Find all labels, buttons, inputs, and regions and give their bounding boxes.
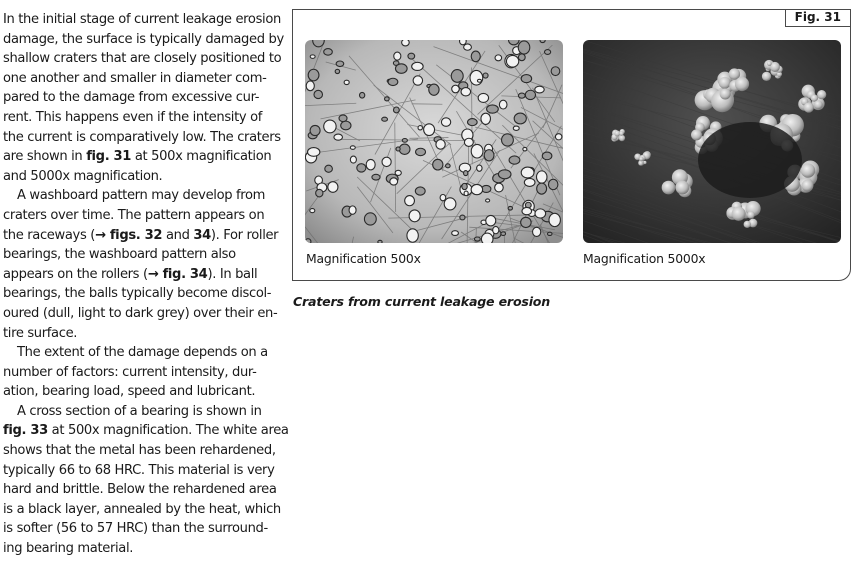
text-run: ing bearing material. [3,541,134,557]
text-run: craters over time. The pattern appears on [3,207,265,223]
text-line [3,500,281,520]
text-run: typically 66 to 68 HRC. This material is very [3,462,275,478]
text-line [3,461,273,481]
text-line [3,88,273,108]
text-run: the current is comparatively low. The craters [3,129,281,145]
text-line [3,69,273,89]
text-run: appears on the rollers ( [3,266,148,282]
text-run: tire surface. [3,325,78,341]
text-line [3,226,279,246]
body-text-column [3,10,289,559]
text-run: one another and smaller in diameter com- [3,70,267,86]
text-line [3,402,273,422]
text-run: is softer (56 to 57 HRC) than the surround- [3,521,268,537]
text-line [3,265,273,285]
text-run: rent. This happens even if the intensity of [3,109,262,125]
text-line [3,186,273,206]
text-run: are shown in [3,149,87,165]
text-line [3,519,273,539]
figure-reference: → figs. 32 [95,227,163,243]
figure-label: Fig. 31 [785,9,850,27]
caption-5000x: Magnification 5000x [583,251,706,266]
text-run: A cross section of a bearing is shown in [17,403,262,419]
text-run: ation, bearing load, speed and lubricant. [3,384,256,400]
figure-title: Craters from current leakage erosion [293,294,551,309]
text-run: shows that the metal has been rehardened, [3,443,276,459]
micrograph-5000x-image [583,40,841,243]
text-run: hard and brittle. Below the rehardened area [3,482,277,498]
text-run: is a black layer, annealed by the heat, which [3,501,281,517]
text-line [3,30,284,50]
text-line [3,363,273,383]
micrograph-500x-image [305,40,563,243]
text-line [3,343,273,363]
text-run: bearings, the balls typically become discol- [3,286,272,302]
figure-reference: fig. 31 [86,149,132,165]
text-run: at 500x magnification. The white area [47,423,289,439]
text-run: In the initial stage of current leakage erosion [3,12,281,27]
text-line [3,108,273,128]
text-line [3,49,282,69]
text-run: shallow craters that are closely positioned to [3,51,282,67]
text-run: ). For roller [210,227,279,243]
text-run: oured (dull, light to dark grey) over their en- [3,305,278,321]
text-run: and [162,227,194,243]
text-line [3,304,278,324]
text-run: the raceways ( [3,227,95,243]
text-line [3,10,281,30]
text-line [3,245,273,265]
text-line [3,382,273,402]
text-run: damage, the surface is typically damaged by [3,31,284,47]
figure-reference: → fig. 34 [147,266,208,282]
text-run: The extent of the damage depends on a [17,345,268,361]
text-line [3,206,273,226]
caption-500x: Magnification 500x [306,251,421,266]
text-run: and 5000x magnification. [3,168,163,184]
figure-reference: fig. 33 [3,423,48,439]
text-line [3,441,276,461]
text-run: bearings, the washboard pattern also [3,247,236,263]
figure-reference: 34 [193,227,211,243]
text-line [3,284,273,304]
text-line [3,167,273,187]
text-line [3,128,281,148]
text-run: pared to the damage from excessive cur- [3,90,260,106]
figure-frame [292,9,851,281]
text-line [3,147,273,167]
text-line [3,421,289,441]
text-line [3,539,273,559]
text-line [3,480,277,500]
text-run: ). In ball [207,266,258,282]
text-line [3,324,273,344]
text-run: at 500x magnification [131,149,272,165]
text-run: number of factors: current intensity, dur- [3,364,257,380]
text-run: A washboard pattern may develop from [17,188,266,204]
